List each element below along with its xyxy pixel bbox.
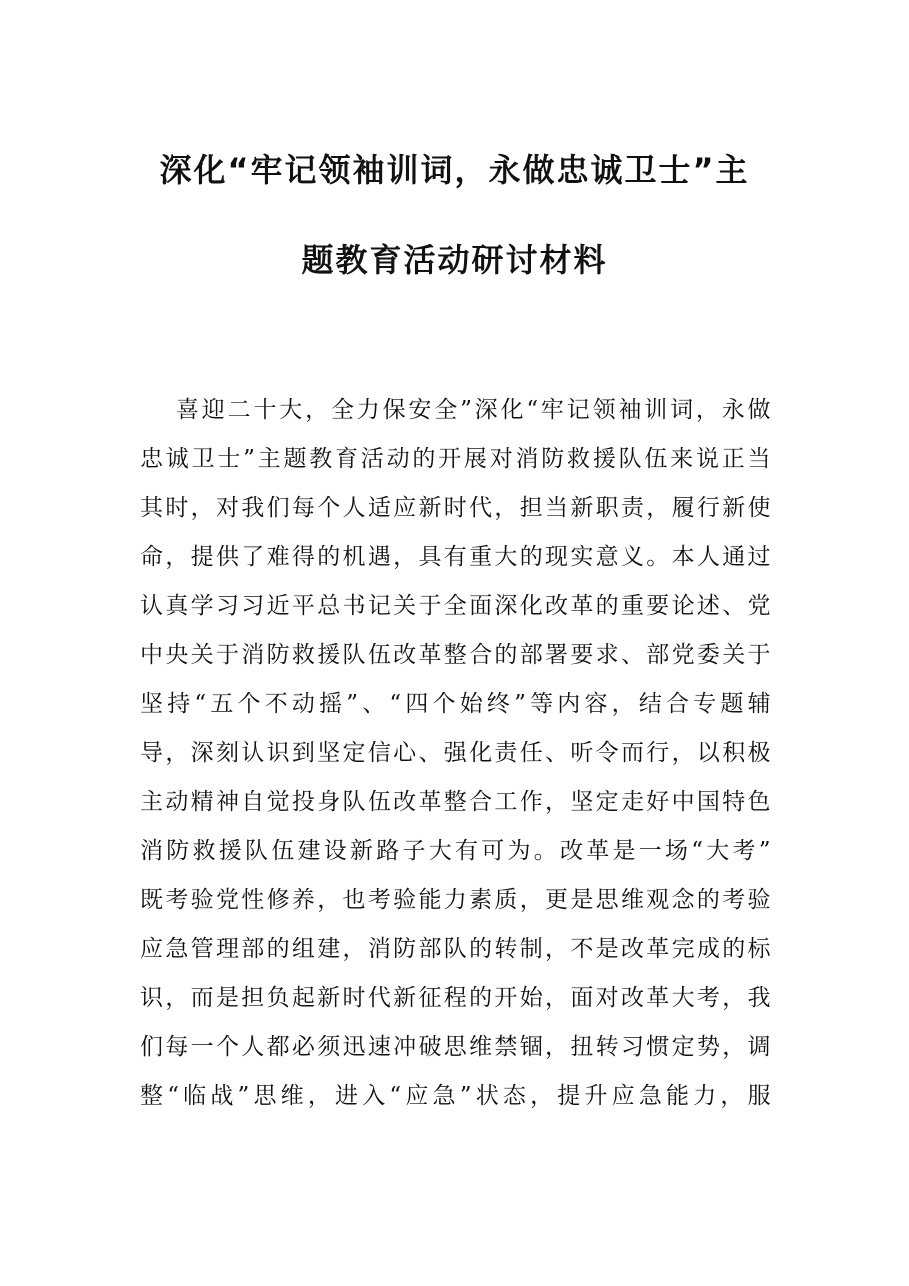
body-line: 识 ， 而 是 担 负 起 新 时 代 新 征 程 的 开 始 ， 面 对 改 革 大 考 ， 我	[140, 985, 772, 1011]
document-title-line-2: 题教育活动研讨材料	[301, 241, 608, 279]
body-line: 们 每 一 个 人 都 必 须 迅 速 冲 破 思 维 禁 锢 ， 扭 转 习 惯 定 势 ， 调	[140, 1034, 772, 1060]
body-line: 应 急 管 理 部 的 组 建 ， 消 防 部 队 的 转 制 ， 不 是 改 革 完 成 的 标	[140, 936, 772, 962]
body-line: 主 动 精 神 自 觉 投 身 队 伍 改 革 整 合 工 作 ， 坚 定 走 好 中 国 特 色	[140, 789, 772, 815]
body-line: 认 真 学 习 习 近 平 总 书 记 关 于 全 面 深 化 改 革 的 重 要 论 述 、 党	[140, 593, 772, 619]
body-line: 坚 持 “ 五 个 不 动 摇 ” 、 “ 四 个 始 终 ” 等 内 容 ， 结 合 专 题 辅	[140, 691, 772, 717]
document-body	[140, 386, 772, 1121]
body-line: 喜 迎 二 十 大 ， 全 力 保 安 全 ” 深 化 “ 牢 记 领 袖 训 词 ， 永 做	[175, 397, 772, 423]
body-line: 导 ， 深 刻 认 识 到 坚 定 信 心 、 强 化 责 任 、 听 令 而 行 ， 以 积 极	[140, 740, 772, 766]
body-line: 中 央 关 于 消 防 救 援 队 伍 改 革 整 合 的 部 署 要 求 、 部 党 委 关 于	[140, 642, 772, 668]
body-line: 整 “ 临 战 ” 思 维 ， 进 入 “ 应 急 ” 状 态 ， 提 升 应 急 能 力 ， 服	[140, 1083, 772, 1109]
body-line: 消 防 救 援 队 伍 建 设 新 路 子 大 有 可 为 。 改 革 是 一 场 “ 大 考 ”	[140, 838, 772, 864]
document-title-line-1: 深化“牢记领袖训词，永做忠诚卫士”主	[159, 151, 750, 189]
body-line: 其 时 ， 对 我 们 每 个 人 适 应 新 时 代 ， 担 当 新 职 责 ， 履 行 新 使	[140, 495, 772, 521]
body-line: 既 考 验 党 性 修 养 ， 也 考 验 能 力 素 质 ， 更 是 思 维 观 念 的 考 验	[140, 887, 772, 913]
body-line: 命 ， 提 供 了 难 得 的 机 遇 ， 具 有 重 大 的 现 实 意 义 。 本 人 通 过	[140, 544, 772, 570]
body-line: 忠 诚 卫 士 ” 主 题 教 育 活 动 的 开 展 对 消 防 救 援 队 伍 来 说 正 当	[140, 446, 772, 472]
